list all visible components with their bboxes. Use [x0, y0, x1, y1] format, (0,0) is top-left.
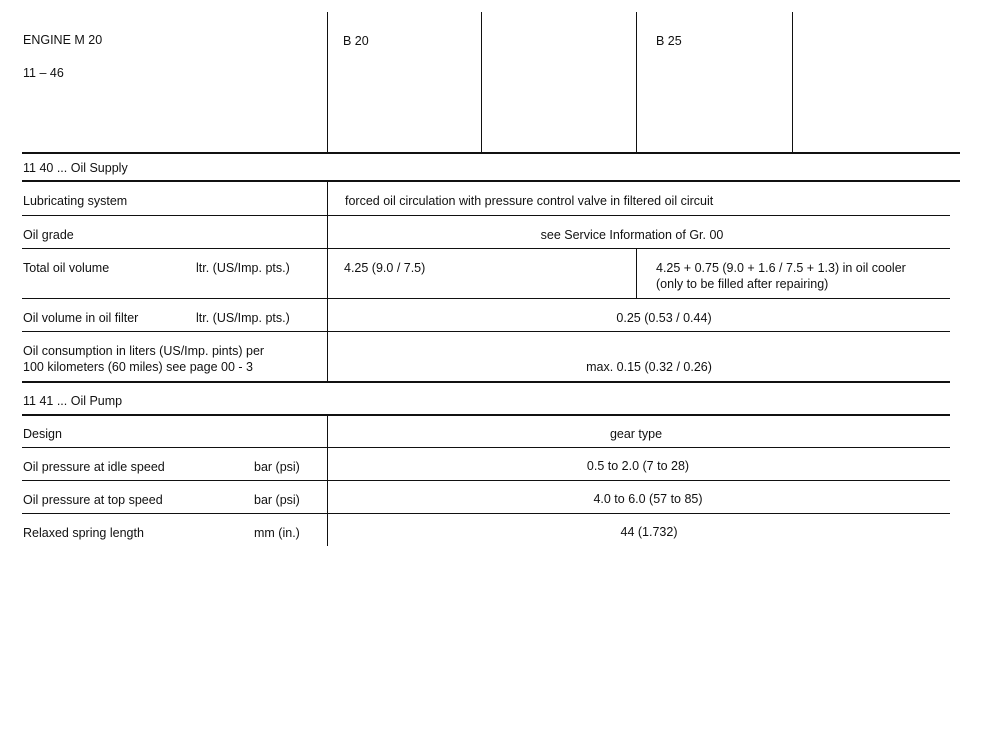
value-divider	[636, 248, 637, 299]
header-divider	[327, 12, 328, 153]
row-rule	[22, 331, 950, 332]
header-rule	[22, 152, 960, 154]
row-rule	[22, 447, 950, 448]
column-header-b20: B 20	[343, 34, 369, 48]
row-value: see Service Information of Gr. 00	[540, 228, 724, 242]
header-divider	[792, 12, 793, 153]
row-label: Lubricating system	[23, 194, 128, 208]
row-label: Oil pressure at top speed	[23, 493, 163, 507]
row-rule	[22, 248, 950, 249]
section-title-oil-supply: 11 40 ... Oil Supply	[23, 161, 128, 175]
row-unit: mm (in.)	[254, 526, 300, 540]
row-value-b25: 4.25 + 0.75 (9.0 + 1.6 / 7.5 + 1.3) in oil cooler	[656, 261, 906, 275]
row-value: gear type	[609, 427, 663, 441]
column-header-b25: B 25	[656, 34, 682, 48]
row-label: Oil pressure at idle speed	[23, 460, 165, 474]
header-divider	[481, 12, 482, 153]
row-label: Oil grade	[23, 228, 74, 242]
row-value: 44 (1.732)	[620, 525, 678, 539]
row-rule	[22, 513, 950, 514]
row-value-b25-note: (only to be filled after repairing)	[656, 277, 829, 291]
label-value-divider	[327, 181, 328, 382]
row-rule	[22, 215, 950, 216]
row-unit: ltr. (US/Imp. pts.)	[196, 261, 290, 275]
engine-title: ENGINE M 20	[23, 33, 103, 47]
row-label: Relaxed spring length	[23, 526, 144, 540]
section-rule	[22, 414, 950, 416]
row-value: forced oil circulation with pressure control valve in filtered oil circuit	[345, 194, 714, 208]
section-rule	[22, 180, 960, 182]
section-number: 11 – 46	[23, 66, 64, 80]
section-title-oil-pump: 11 41 ... Oil Pump	[23, 394, 123, 408]
row-value: 4.0 to 6.0 (57 to 85)	[593, 492, 703, 506]
row-value: max. 0.15 (0.32 / 0.26)	[586, 360, 712, 374]
row-label: Design	[23, 427, 62, 441]
row-value: 0.5 to 2.0 (7 to 28)	[586, 459, 690, 473]
row-unit: bar (psi)	[254, 460, 300, 474]
row-rule	[22, 480, 950, 481]
row-unit: bar (psi)	[254, 493, 300, 507]
section-rule	[22, 381, 950, 383]
row-label: Oil consumption in liters (US/Imp. pints) per	[23, 344, 265, 358]
row-rule	[22, 298, 950, 299]
header-divider	[636, 12, 637, 153]
row-label: Total oil volume	[23, 261, 110, 275]
row-unit: ltr. (US/Imp. pts.)	[196, 311, 290, 325]
row-value: 0.25 (0.53 / 0.44)	[616, 311, 712, 325]
row-label: 100 kilometers (60 miles) see page 00 - 3	[23, 360, 253, 374]
row-label: Oil volume in oil filter	[23, 311, 139, 325]
row-value-b20: 4.25 (9.0 / 7.5)	[344, 261, 426, 275]
